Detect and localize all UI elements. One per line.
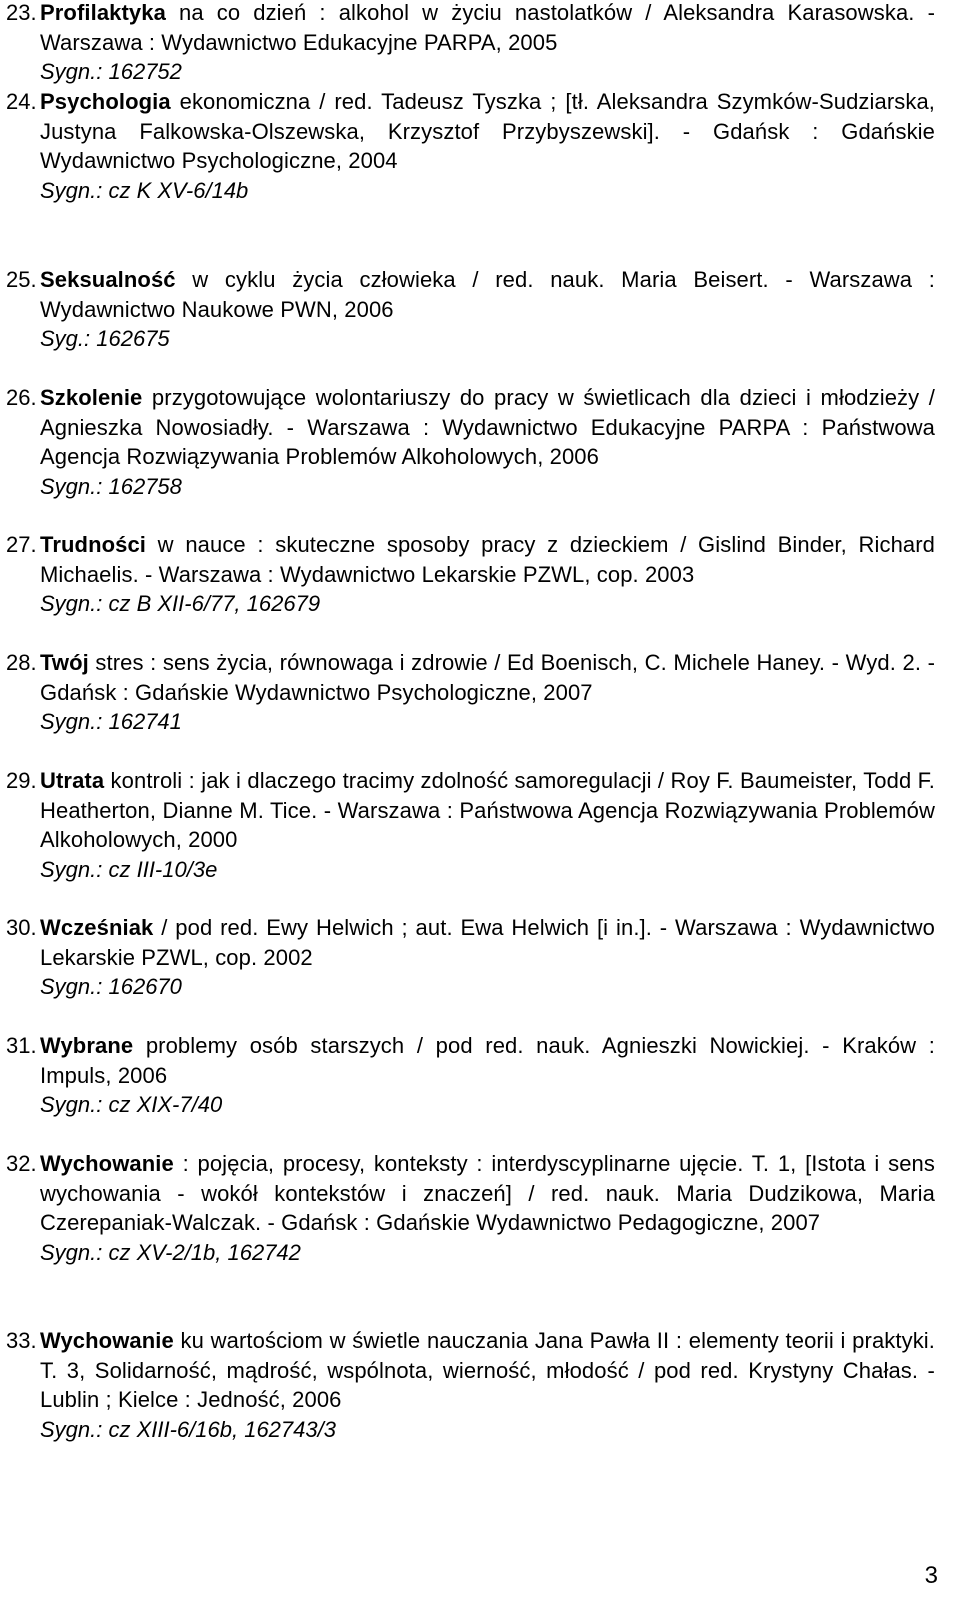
entry-title: Profilaktyka: [40, 0, 166, 25]
entry-number: 32.: [6, 1151, 37, 1176]
entry-number: 27.: [6, 532, 37, 557]
entry-signature: Sygn.: cz B XII-6/77, 162679: [40, 591, 321, 616]
entry-30: [6, 913, 935, 1002]
entry-description: w cyklu życia człowieka / red. nauk. Maria Beisert. - Warszawa : Wydawnictwo Naukowe PWN, 2006: [40, 267, 935, 322]
entry-number: 33.: [6, 1328, 37, 1353]
entry-number: 23.: [6, 0, 37, 25]
entry-title: Utrata: [40, 768, 105, 793]
entry-signature: Sygn.: cz III-10/3e: [40, 856, 218, 882]
entry-number: 26.: [6, 385, 37, 410]
entry-signature: Sygn.: 162670: [40, 974, 182, 999]
entry-25: [6, 265, 935, 354]
entry-description: problemy osób starszych / pod red. nauk. Agnieszki Nowickiej. - Kraków : Impuls, 2006: [40, 1033, 935, 1088]
entry-title: Szkolenie: [40, 385, 143, 410]
entry-description: ekonomiczna / red. Tadeusz Tyszka ; [tł. Aleksandra Szymków-Sudziarska, Justyna Falkowska-Olszewska, Krzysztof Przybyszewski]. - Gdańsk : Gdańskie Wydawnictwo Psychologiczne, 2004: [40, 89, 935, 173]
entry-title: Wychowanie: [40, 1328, 174, 1353]
entry-title: Wychowanie: [40, 1151, 174, 1176]
entry-signature: Sygn.: cz XIX-7/40: [40, 1092, 223, 1117]
entry-signature: Sygn.: cz XIII-6/16b, 162743/3: [40, 1416, 336, 1442]
entry-23: [6, 0, 935, 87]
entry-32: [6, 1149, 935, 1267]
entry-number: 25.: [6, 267, 37, 292]
entry-signature: Syg.: 162675: [40, 326, 170, 351]
entry-signature: Sygn.: cz XV-2/1b, 162742: [40, 1239, 301, 1265]
entry-description: kontroli : jak i dlaczego tracimy zdolność samoregulacji / Roy F. Baumeister, Todd F. Heatherton, Dianne M. Tice. - Warszawa : Państwowa Agencja Rozwiązywania Problemów Alkoholowych, 2000: [40, 768, 935, 852]
entry-signature: Sygn.: 162741: [40, 709, 182, 734]
entry-title: Psychologia: [40, 89, 171, 114]
entry-28: [6, 648, 935, 737]
entry-24: [6, 87, 935, 205]
entry-description: stres : sens życia, równowaga i zdrowie / Ed Boenisch, C. Michele Haney. - Wyd. 2. - Gdańsk : Gdańskie Wydawnictwo Psychologiczne, 2007: [40, 650, 935, 705]
entry-title: Seksualność: [40, 267, 176, 292]
entry-title: Twój: [40, 650, 89, 675]
page-number: 3: [924, 1562, 938, 1589]
entry-signature: Sygn.: 162752: [40, 59, 182, 84]
entry-27: [6, 530, 935, 619]
entry-number: 24.: [6, 89, 37, 114]
entry-description: w nauce : skuteczne sposoby pracy z dzieckiem / Gislind Binder, Richard Michaelis. - Warszawa : Wydawnictwo Lekarskie PZWL, cop. 2003: [40, 532, 935, 587]
entry-description: : pojęcia, procesy, konteksty : interdyscyplinarne ujęcie. T. 1, [Istota i sens wychowania - wokół kontekstów i znaczeń] / red. nauk. Maria Dudzikowa, Maria Czerepaniak-Walczak. - Gdańsk : Gdańskie Wydawnictwo Pedagogiczne, 2007: [40, 1151, 935, 1235]
entry-title: Wybrane: [40, 1033, 134, 1058]
entry-number: 28.: [6, 650, 37, 675]
entry-signature: Sygn.: cz K XV-6/14b: [40, 177, 249, 203]
entry-description: na co dzień : alkohol w życiu nastolatków / Aleksandra Karasowska. - Warszawa : Wydawnictwo Edukacyjne PARPA, 2005: [40, 0, 935, 55]
entry-description: przygotowujące wolontariuszy do pracy w świetlicach dla dzieci i młodzieży / Agnieszka Nowosiadły. - Warszawa : Wydawnictwo Edukacyjne PARPA : Państwowa Agencja Rozwiązywania Problemów Alkoholowych, 2006: [40, 385, 935, 469]
entry-number: 31.: [6, 1033, 37, 1058]
entry-31: [6, 1031, 935, 1120]
entry-description: ku wartościom w świetle nauczania Jana Pawła II : elementy teorii i praktyki. T. 3, Solidarność, mądrość, wspólnota, wierność, młodość / pod red. Krystyny Chałas. - Lublin ; Kielce : Jedność, 2006: [40, 1328, 935, 1412]
entry-title: Wcześniak: [40, 915, 154, 940]
entry-number: 29.: [6, 768, 37, 793]
entry-26: [6, 383, 935, 501]
entry-29: [6, 766, 935, 884]
entry-33: [6, 1326, 935, 1444]
entry-title: Trudności: [40, 532, 147, 557]
entry-description: / pod red. Ewy Helwich ; aut. Ewa Helwich [i in.]. - Warszawa : Wydawnictwo Lekarskie PZWL, cop. 2002: [40, 915, 935, 970]
entry-number: 30.: [6, 915, 37, 940]
entry-signature: Sygn.: 162758: [40, 473, 182, 499]
